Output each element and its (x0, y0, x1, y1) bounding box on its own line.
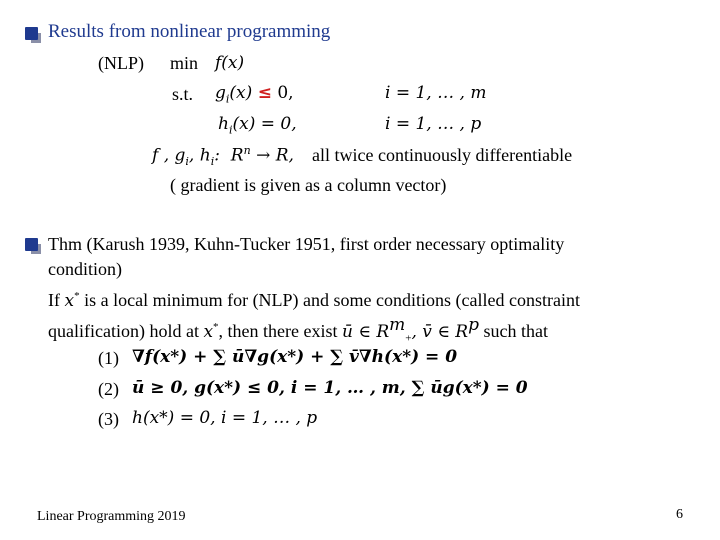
bullet-icon (25, 238, 38, 251)
condition-3-label: (3) (98, 409, 119, 429)
condition-1: ∇f(x*) + ∑ ū∇g(x*) + ∑ v̄∇h(x*) = 0 (132, 347, 458, 367)
inequality-index: i = 1, … , m (385, 83, 487, 103)
inequality-constraint: $g_i(x) \le 0$, (215, 83, 294, 106)
condition-1-label: (1) (98, 348, 119, 368)
gradient-note: ( gradient is given as a column vector) (170, 175, 447, 195)
smoothness-note: all twice continuously differentiable (312, 145, 573, 165)
leq-symbol: ≤ (257, 83, 272, 103)
theorem-body-line1: If x* is a local minimum for (NLP) and some conditions (called constraint (48, 290, 580, 311)
theorem-body-line2: qualification) hold at x*, then there exist ū ∈ $R^m_+$, v̄ ∈ $R^p$ such that (48, 315, 548, 345)
bullet-icon (25, 27, 38, 40)
theorem-heading-line1: Thm (Karush 1939, Kuhn-Tucker 1951, first order necessary optimality (48, 234, 565, 254)
page-number: 6 (676, 507, 683, 522)
st-label: s.t. (172, 84, 194, 104)
objective-function: f(x) (215, 53, 245, 73)
equality-constraint: $h_i(x) = 0$, (218, 114, 297, 137)
section-heading-nlp: Results from nonlinear programming (48, 21, 331, 42)
function-domain: f , $g_i$, $h_i$: $R^n \to R$, (152, 144, 294, 169)
min-label: min (170, 53, 199, 73)
nlp-label: (NLP) (98, 53, 144, 73)
equality-index: i = 1, … , p (385, 114, 482, 134)
footer-course-title: Linear Programming 2019 (37, 509, 186, 524)
condition-2-label: (2) (98, 379, 119, 399)
theorem-heading-line2: condition) (48, 259, 122, 279)
condition-2: ū ≥ 0, g(x*) ≤ 0, i = 1, … , m, ∑ ūg(x*) = 0 (132, 378, 528, 398)
condition-3: h(x*) = 0, i = 1, … , p (132, 408, 318, 428)
